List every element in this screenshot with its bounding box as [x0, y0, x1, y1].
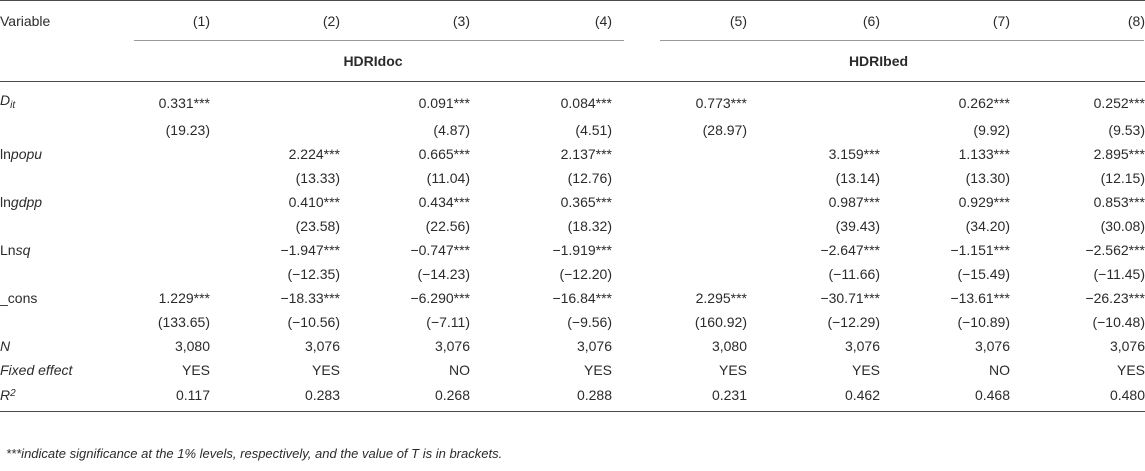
variable-name: Fixed effect — [0, 362, 73, 378]
cell-value: −0.747*** — [410, 242, 470, 258]
variable-name: _cons — [0, 290, 38, 306]
table-cell — [1010, 358, 1145, 382]
variable-superscript: 2 — [10, 388, 16, 399]
group-label-hdribed: HDRIbed — [848, 53, 909, 69]
cell-value: (−10.48) — [1092, 314, 1145, 330]
cell-value: (13.33) — [295, 170, 340, 186]
table-cell — [612, 190, 747, 214]
cell-value: YES — [1116, 362, 1145, 378]
table-cell — [340, 214, 470, 238]
cell-value: −1.947*** — [280, 242, 340, 258]
table-cell — [470, 142, 612, 166]
cell-value: YES — [583, 362, 612, 378]
table-row-stat — [0, 382, 1145, 412]
table-cell — [747, 358, 880, 382]
column-header-row — [0, 1, 1145, 42]
cell-value: 0.283 — [304, 386, 340, 403]
table-cell — [880, 310, 1010, 334]
cell-value: −2.562*** — [1085, 242, 1145, 258]
table-cell — [134, 310, 210, 334]
cell-value: −18.33*** — [280, 290, 340, 306]
cell-value: (30.08) — [1100, 218, 1145, 234]
variable-prefix: Ln — [0, 242, 16, 258]
col-header-8: (8) — [1127, 13, 1145, 29]
table-cell — [880, 358, 1010, 382]
cell-value: (−15.49) — [957, 266, 1010, 282]
col-header-6: (6) — [862, 13, 880, 29]
table-cell — [134, 166, 210, 190]
variable-label — [0, 238, 134, 262]
cell-value: (−12.35) — [287, 266, 340, 282]
table-cell — [612, 142, 747, 166]
table-cell — [470, 334, 612, 358]
cell-value: 0.084*** — [560, 95, 612, 111]
table-row-tstat — [0, 166, 1145, 190]
cell-value: (−14.23) — [417, 266, 470, 282]
cell-value: (9.53) — [1108, 122, 1145, 138]
cell-value: 0.462 — [844, 386, 880, 403]
cell-value: (12.76) — [567, 170, 612, 186]
cell-value: 0.331*** — [158, 95, 210, 111]
table-cell — [747, 334, 880, 358]
table-cell — [340, 358, 470, 382]
table-cell — [470, 238, 612, 262]
table-cell — [747, 190, 880, 214]
table-cell — [340, 334, 470, 358]
table-cell — [134, 382, 210, 412]
table-cell — [1010, 166, 1145, 190]
group-header-row — [0, 41, 1145, 82]
table-cell — [880, 166, 1010, 190]
cell-value: (−12.29) — [827, 314, 880, 330]
table-cell — [210, 118, 340, 142]
cell-value: (11.04) — [426, 170, 470, 186]
cell-value: −26.23*** — [1085, 290, 1145, 306]
table-cell — [1010, 82, 1145, 119]
cell-value: 0.268 — [434, 386, 470, 403]
cell-value: 3.159*** — [828, 146, 880, 162]
cell-value: NO — [989, 362, 1010, 378]
col-header-2: (2) — [322, 13, 340, 29]
stat-label — [0, 382, 134, 412]
cell-value: 3,076 — [974, 338, 1010, 354]
cell-value: (19.23) — [165, 122, 210, 138]
cell-value: 0.365*** — [560, 194, 612, 210]
cell-value: (−12.20) — [559, 266, 612, 282]
table-cell — [880, 190, 1010, 214]
cell-value: 0.410*** — [288, 194, 340, 210]
cell-value: 0.987*** — [828, 194, 880, 210]
table-cell — [747, 238, 880, 262]
variable-label — [0, 82, 134, 119]
table-cell — [470, 286, 612, 310]
table-cell — [340, 382, 470, 412]
variable-label — [0, 142, 134, 166]
cell-value: (12.15) — [1100, 170, 1145, 186]
col-header-4: (4) — [594, 13, 612, 29]
cell-value: 3,076 — [434, 338, 470, 354]
cell-value: 2.295*** — [695, 290, 747, 306]
variable-name: R — [0, 387, 11, 403]
cell-value: (160.92) — [694, 314, 747, 330]
table-cell — [210, 214, 340, 238]
table-cell — [340, 118, 470, 142]
cell-value: (−10.89) — [957, 314, 1010, 330]
table-row-stat — [0, 358, 1145, 382]
cell-value: −1.919*** — [552, 242, 612, 258]
cell-value: 0.252*** — [1093, 95, 1145, 111]
table-cell — [612, 358, 747, 382]
variable-header: Variable — [0, 13, 51, 29]
col-header-5: (5) — [729, 13, 747, 29]
cell-value: 3,076 — [576, 338, 612, 354]
table-cell — [470, 82, 612, 119]
table-cell — [612, 286, 747, 310]
table-cell — [134, 82, 210, 119]
table-cell — [1010, 286, 1145, 310]
cell-value: (−11.66) — [828, 266, 880, 282]
group-rule-hdribed — [660, 40, 1144, 41]
table-cell — [134, 142, 210, 166]
table-cell — [340, 310, 470, 334]
table-cell — [210, 358, 340, 382]
table-cell — [612, 118, 747, 142]
variable-name: N — [0, 338, 11, 354]
table-cell — [880, 382, 1010, 412]
col-header-3: (3) — [452, 13, 470, 29]
stat-label — [0, 334, 134, 358]
variable-name: popu — [10, 146, 43, 162]
table-cell — [134, 262, 210, 286]
cell-value: 0.480 — [1109, 386, 1145, 403]
variable-name: D — [0, 92, 11, 108]
cell-value: (39.43) — [835, 218, 880, 234]
table-cell — [747, 310, 880, 334]
table-cell — [210, 142, 340, 166]
table-cell — [880, 238, 1010, 262]
table-row-tstat — [0, 310, 1145, 334]
table-cell — [612, 382, 747, 412]
cell-value: (133.65) — [157, 314, 210, 330]
table-cell — [210, 166, 340, 190]
cell-value: (4.51) — [575, 122, 612, 138]
table-body — [0, 82, 1145, 412]
stat-label — [0, 358, 134, 382]
cell-value: 3,080 — [174, 338, 210, 354]
cell-value: 3,076 — [844, 338, 880, 354]
table-cell — [470, 166, 612, 190]
table-cell — [210, 190, 340, 214]
cell-value: 2.137*** — [560, 146, 612, 162]
cell-value: YES — [718, 362, 747, 378]
table-cell — [1010, 238, 1145, 262]
table-row-stat — [0, 334, 1145, 358]
table-cell — [210, 310, 340, 334]
table-cell — [210, 238, 340, 262]
variable-name: sq — [15, 242, 31, 258]
cell-value: 0.262*** — [958, 95, 1010, 111]
cell-value: 0.091*** — [418, 95, 470, 111]
table-cell — [880, 286, 1010, 310]
table-cell — [1010, 334, 1145, 358]
cell-value: 0.288 — [576, 386, 612, 403]
table-cell — [1010, 142, 1145, 166]
cell-value: −13.61*** — [950, 290, 1010, 306]
cell-value: 1.229*** — [158, 290, 210, 306]
cell-value: (18.32) — [567, 218, 612, 234]
table-cell — [470, 214, 612, 238]
table-cell — [134, 334, 210, 358]
table-cell — [612, 82, 747, 119]
table-row-tstat — [0, 118, 1145, 142]
table-cell — [470, 262, 612, 286]
cell-value: 3,076 — [304, 338, 340, 354]
table-cell — [747, 214, 880, 238]
cell-value: 0.434*** — [418, 194, 470, 210]
cell-value: 2.895*** — [1093, 146, 1145, 162]
cell-value: 0.929*** — [958, 194, 1010, 210]
group-rule-hdridoc — [134, 40, 624, 41]
table-cell — [340, 190, 470, 214]
cell-value: (−7.11) — [426, 314, 470, 330]
cell-value: 0.853*** — [1093, 194, 1145, 210]
table-cell — [880, 142, 1010, 166]
table-cell — [880, 82, 1010, 119]
table-cell — [470, 310, 612, 334]
table-cell — [612, 262, 747, 286]
cell-value: 0.773*** — [695, 95, 747, 111]
cell-value: (4.87) — [433, 122, 470, 138]
cell-value: 0.231 — [711, 386, 747, 403]
cell-value: (−9.56) — [567, 314, 612, 330]
table-cell — [1010, 190, 1145, 214]
cell-value: (34.20) — [965, 218, 1010, 234]
table-cell — [612, 238, 747, 262]
table-cell — [340, 82, 470, 119]
variable-label — [0, 286, 134, 310]
cell-value: 2.224*** — [288, 146, 340, 162]
table-cell — [1010, 214, 1145, 238]
cell-value: (22.56) — [425, 218, 470, 234]
table-cell — [340, 238, 470, 262]
table-cell — [470, 358, 612, 382]
cell-value: −1.151*** — [950, 242, 1010, 258]
cell-value: 0.468 — [974, 386, 1010, 403]
cell-value: YES — [851, 362, 880, 378]
cell-value: (−10.56) — [287, 314, 340, 330]
cell-value: −16.84*** — [552, 290, 612, 306]
table-cell — [210, 334, 340, 358]
table-cell — [134, 190, 210, 214]
table-row-coefficient — [0, 238, 1145, 262]
table-cell — [612, 166, 747, 190]
table-cell — [340, 142, 470, 166]
table-cell — [210, 262, 340, 286]
col-header-1: (1) — [192, 13, 210, 29]
table-cell — [880, 262, 1010, 286]
table-row-coefficient — [0, 190, 1145, 214]
cell-value: −6.290*** — [410, 290, 470, 306]
table-cell — [747, 262, 880, 286]
cell-value: 3,076 — [1109, 338, 1145, 354]
table-cell — [880, 118, 1010, 142]
table-cell — [747, 82, 880, 119]
cell-value: YES — [311, 362, 340, 378]
table-cell — [470, 382, 612, 412]
table-cell — [134, 214, 210, 238]
table-cell — [340, 262, 470, 286]
cell-value: 3,080 — [711, 338, 747, 354]
table-row-tstat — [0, 262, 1145, 286]
table-cell — [747, 286, 880, 310]
table-cell — [880, 334, 1010, 358]
table-row-tstat — [0, 214, 1145, 238]
table-cell — [210, 82, 340, 119]
table-cell — [210, 382, 340, 412]
cell-value: 0.665*** — [418, 146, 470, 162]
table-cell — [134, 238, 210, 262]
table-cell — [1010, 118, 1145, 142]
table-cell — [747, 118, 880, 142]
table-cell — [134, 358, 210, 382]
variable-prefix: ln — [0, 146, 11, 162]
cell-value: (−11.45) — [1093, 266, 1145, 282]
table-cell — [747, 382, 880, 412]
table-cell — [612, 214, 747, 238]
table-cell — [747, 142, 880, 166]
cell-value: NO — [449, 362, 470, 378]
cell-value: (13.14) — [835, 170, 880, 186]
variable-label — [0, 190, 134, 214]
cell-value: (23.58) — [295, 218, 340, 234]
variable-name: gdpp — [10, 194, 43, 210]
cell-value: −2.647*** — [820, 242, 880, 258]
table-cell — [1010, 310, 1145, 334]
table-cell — [134, 286, 210, 310]
table-cell — [340, 286, 470, 310]
table-cell — [612, 310, 747, 334]
table-cell — [880, 214, 1010, 238]
table-cell — [470, 118, 612, 142]
variable-prefix: ln — [0, 194, 11, 210]
table-cell — [210, 286, 340, 310]
table-cell — [470, 190, 612, 214]
cell-value: (9.92) — [973, 122, 1010, 138]
table-cell — [340, 166, 470, 190]
cell-value: −30.71*** — [820, 290, 880, 306]
variable-subscript: it — [10, 100, 16, 111]
table-footnote: ***indicate significance at the 1% levels, respectively, and the value of T is in brackets. — [6, 446, 503, 461]
table-cell — [1010, 382, 1145, 412]
cell-value: 0.117 — [176, 386, 210, 403]
table-row-coefficient — [0, 286, 1145, 310]
cell-value: YES — [181, 362, 210, 378]
cell-value: (28.97) — [702, 122, 747, 138]
table-cell — [134, 118, 210, 142]
table-cell — [1010, 262, 1145, 286]
cell-value: 1.133*** — [958, 146, 1010, 162]
col-header-7: (7) — [992, 13, 1010, 29]
group-label-hdridoc: HDRIdoc — [343, 53, 403, 69]
table-row-coefficient — [0, 82, 1145, 119]
table-cell — [612, 334, 747, 358]
table-row-coefficient — [0, 142, 1145, 166]
table-cell — [747, 166, 880, 190]
cell-value: (13.30) — [965, 170, 1010, 186]
